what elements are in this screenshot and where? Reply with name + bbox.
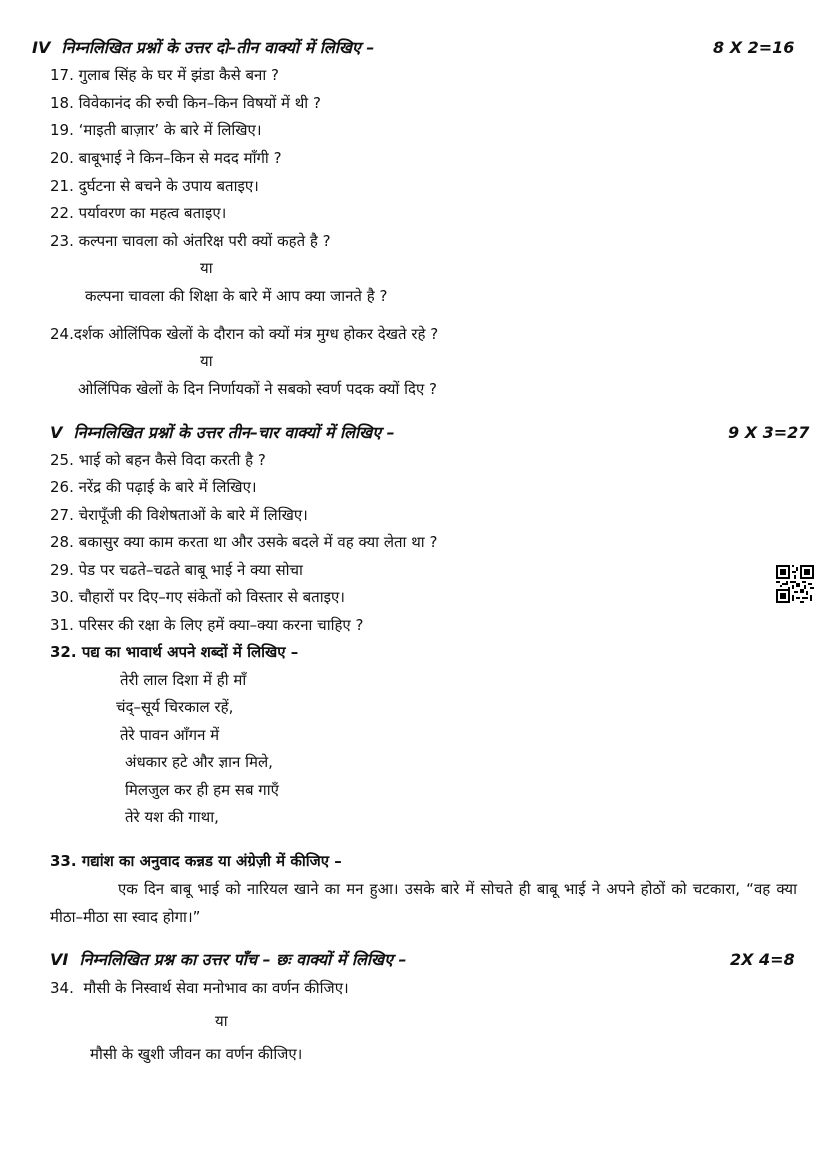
question-21 — [50, 176, 259, 196]
or-separator: या — [200, 259, 213, 277]
question-24-alternative: ओलिंपिक खेलों के दिन निर्णायकों ने सबको स्वर्ण पदक क्यों दिए ? — [78, 380, 438, 398]
question-27 — [50, 505, 308, 525]
question-number: 28. — [50, 533, 74, 551]
section-vi-heading — [50, 950, 407, 970]
question-text: बाबूभाई ने किन–किन से मदद माँगी ? — [78, 149, 282, 167]
poem-line: तेरे पावन आँगन में — [120, 726, 220, 744]
translation-passage: एक दिन बाबू भाई को नारियल खाने का मन हुआ। उसके बारे में सोचते ही बाबू भाई ने अपने होठों को चटकारा, “वह क्या मीठा–मीठा सा स्वाद होगा।” — [50, 880, 797, 926]
question-29 — [50, 560, 303, 580]
question-25 — [50, 450, 266, 470]
question-number: 32. — [50, 643, 77, 661]
question-24 — [50, 324, 438, 344]
question-23-alternative: कल्पना चावला की शिक्षा के बारे में आप क्या जानते है ? — [85, 287, 388, 305]
question-text: परिसर की रक्षा के लिए हमें क्या–क्या करना चाहिए ? — [78, 616, 364, 634]
or-separator: या — [200, 352, 213, 370]
question-number: 18. — [50, 94, 74, 112]
question-22 — [50, 203, 226, 223]
question-text: बकासुर क्या काम करता था और उसके बदले में वह क्या लेता था ? — [78, 533, 438, 551]
question-number: 30. — [50, 588, 74, 606]
section-vi-marks: 2X 4=8 — [730, 950, 795, 969]
question-34-alternative: मौसी के खुशी जीवन का वर्णन कीजिए। — [90, 1045, 303, 1063]
section-iv-marks: 8 X 2=16 — [713, 38, 795, 57]
question-26 — [50, 477, 257, 497]
question-23 — [50, 231, 331, 251]
question-number: 27. — [50, 506, 74, 524]
question-text: गुलाब सिंह के घर में झंडा कैसे बना ? — [78, 66, 279, 84]
question-text: दुर्घटना से बचने के उपाय बताइए। — [78, 177, 259, 195]
qr-code-icon — [776, 565, 814, 603]
section-vi-title: निम्नलिखित प्रश्न का उत्तर पाँच – छः वाक्यों में लिखिए – — [79, 950, 407, 969]
question-28 — [50, 532, 437, 552]
question-text: ‘माइती बाज़ार’ के बारे में लिखिए। — [78, 121, 262, 139]
section-v-marks: 9 X 3=27 — [728, 423, 810, 442]
question-text: गद्यांश का अनुवाद कन्नड या अंग्रेज़ी में कीजिए – — [81, 852, 342, 870]
question-number: 20. — [50, 149, 74, 167]
question-text: चौहारों पर दिए–गए संकेतों को विस्तार से बताइए। — [78, 588, 345, 606]
question-34 — [50, 978, 349, 998]
question-19 — [50, 120, 262, 140]
question-17 — [50, 65, 279, 85]
section-v-title: निम्नलिखित प्रश्नों के उत्तर तीन–चार वाक्यों में लिखिए – — [73, 423, 395, 442]
question-number: 17. — [50, 66, 74, 84]
section-iv-title: निम्नलिखित प्रश्नों के उत्तर दो–तीन वाक्यों में लिखिए – — [61, 38, 375, 57]
or-separator: या — [215, 1012, 228, 1030]
poem-line: मिलजुल कर ही हम सब गाएँ — [125, 781, 279, 799]
question-number: 33. — [50, 852, 77, 870]
question-20 — [50, 148, 282, 168]
question-number: 25. — [50, 451, 74, 469]
question-number: 24. — [50, 325, 74, 343]
question-text: पद्य का भावार्थ अपने शब्दों में लिखिए – — [81, 643, 299, 661]
poem-line: तेरे यश की गाथा, — [125, 808, 219, 826]
question-31 — [50, 615, 363, 635]
poem-line: अंधकार हटे और ज्ञान मिले, — [125, 753, 273, 771]
question-number: 29. — [50, 561, 74, 579]
section-v-heading — [50, 423, 395, 443]
question-text: मौसी के निस्वार्थ सेवा मनोभाव का वर्णन कीजिए। — [83, 979, 349, 997]
section-iv-heading — [32, 38, 374, 58]
question-text: दर्शक ओलिंपिक खेलों के दौरान को क्यों मंत्र मुग्ध होकर देखते रहे ? — [73, 325, 439, 343]
question-number: 34. — [50, 979, 74, 997]
question-text: भाई को बहन कैसे विदा करती है ? — [78, 451, 266, 469]
question-18 — [50, 93, 321, 113]
question-text: चेरापूँजी की विशेषताओं के बारे में लिखिए। — [78, 506, 308, 524]
poem-line: चंद्–सूर्य चिरकाल रहें, — [116, 698, 234, 716]
question-33 — [50, 851, 342, 871]
section-iv-numeral: IV — [32, 38, 51, 57]
question-text: विवेकानंद की रुची किन–किन विषयों में थी ? — [78, 94, 321, 112]
section-v-numeral: V — [50, 423, 63, 442]
section-vi-numeral: VI — [50, 950, 69, 969]
question-number: 21. — [50, 177, 74, 195]
question-number: 26. — [50, 478, 74, 496]
question-text: कल्पना चावला को अंतरिक्ष परी क्यों कहते है ? — [78, 232, 331, 250]
question-text: नरेंद्र की पढ़ाई के बारे में लिखिए। — [78, 478, 257, 496]
question-32 — [50, 642, 298, 662]
question-number: 31. — [50, 616, 74, 634]
question-30 — [50, 587, 345, 607]
question-number: 22. — [50, 204, 74, 222]
question-number: 23. — [50, 232, 74, 250]
question-number: 19. — [50, 121, 74, 139]
question-text: पर्यावरण का महत्व बताइए। — [78, 204, 227, 222]
poem-line: तेरी लाल दिशा में ही माँ — [120, 671, 247, 689]
question-text: पेड पर चढते–चढते बाबू भाई ने क्या सोचा — [78, 561, 303, 579]
